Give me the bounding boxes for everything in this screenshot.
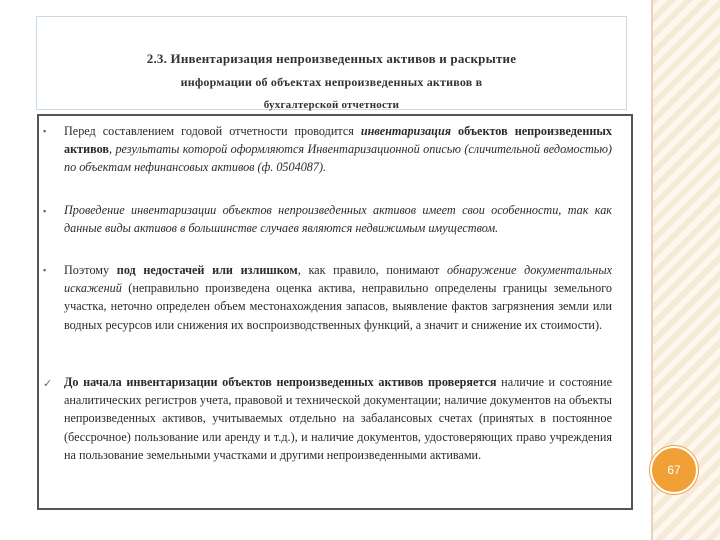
- p2-text: Проведение инвентаризации объектов непроизведенных активов имеет свои особенности, так как данные виды активов в большинстве случаев являются недвижимым имуществом.: [64, 203, 612, 236]
- p1-text: Перед составлением годовой отчетности проводится: [64, 124, 361, 138]
- p4-rest: наличие и состояние аналитических регистров учета, правовой и технической документации; наличие документов на объекты непроизведенных активов, учитываемых отдельно на забалансовых счетах (принятых в постоянное (бессрочное) пользование или аренду и т.д.), и наличие документов, удостоверяющих право учреждения на пользование земельными участками и другими непроизведенными активами.: [64, 375, 612, 462]
- p3-rest: (неправильно произведена оценка актива, неправильно определены границы земельного участка, неточно определен объем местонахождения запасов, выявление фактов загрязнения земли или водных ресурсов или снижения их воспроизводственных функций, а значит и снижение их стоимости).: [64, 281, 612, 332]
- paragraph-3: [64, 261, 612, 334]
- slide-title-line-2: информации об объектах непроизведенных активов в: [180, 75, 483, 89]
- p3-emph: обнаружение документальных искажений: [64, 263, 613, 296]
- checkmark-icon: ✓: [43, 378, 53, 390]
- p3-mid: , как правило, понимают: [297, 263, 448, 277]
- bullet-square-icon: ▪: [43, 265, 47, 275]
- p1-term: инвентаризация: [360, 124, 452, 138]
- bullet-square-icon: ▪: [43, 206, 47, 216]
- title-box: [36, 16, 627, 110]
- slide-title-line-1: 2.3. Инвентаризация непроизведенных активов и раскрытие: [146, 51, 517, 66]
- p3-text: Поэтому: [64, 263, 117, 277]
- p4-lead: До начала инвентаризации объектов непроизведенных активов проверяется: [64, 375, 497, 389]
- paragraph-1: [64, 122, 612, 177]
- slide-title-line-3: бухгалтерской отчетности: [263, 99, 400, 111]
- p1-object: объектов непроизведенных активов: [64, 124, 612, 157]
- p1-rest: , результаты которой оформляются Инвентаризационной описью (сличительной ведомостью) по объектам нефинансовых активов (ф. 0504087).: [64, 142, 612, 175]
- bullet-square-icon: ▪: [43, 126, 47, 136]
- paragraph-4: [64, 373, 612, 464]
- page-number-badge: 67: [650, 446, 698, 494]
- p3-term: под недостачей или излишком: [116, 263, 298, 277]
- paragraph-2: [64, 201, 612, 237]
